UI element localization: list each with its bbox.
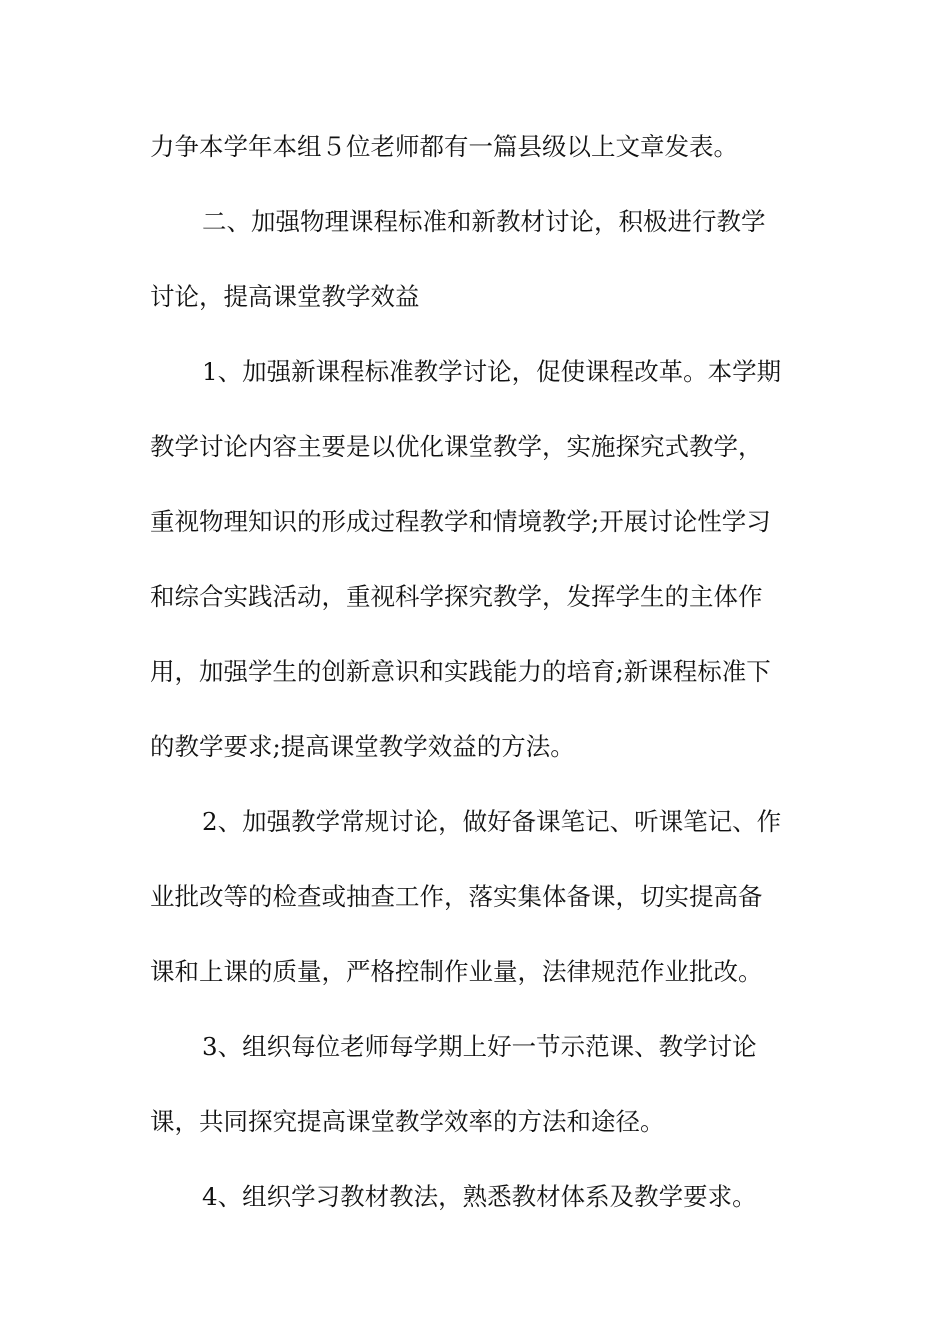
paragraph-line: 课和上课的质量，严格控制作业量，法律规范作业批改。 <box>150 957 763 986</box>
section-heading-line: 讨论，提高课堂教学效益 <box>150 282 420 311</box>
section-heading-line: 二、加强物理课程标准和新教材讨论，积极进行教学 <box>202 207 766 236</box>
paragraph-line: 的教学要求;提高课堂教学效益的方法。 <box>150 732 575 761</box>
paragraph-line: 重视物理知识的形成过程教学和情境教学;开展讨论性学习 <box>150 507 771 536</box>
paragraph-line: 力争本学年本组５位老师都有一篇县级以上文章发表。 <box>150 132 738 161</box>
paragraph-line: 业批改等的检查或抽查工作，落实集体备课，切实提高备 <box>150 882 763 911</box>
paragraph-line: 用，加强学生的创新意识和实践能力的培育;新课程标准下 <box>150 657 771 686</box>
paragraph-line: 课，共同探究提高课堂教学效率的方法和途径。 <box>150 1107 665 1136</box>
paragraph-line: 4、组织学习教材教法，熟悉教材体系及教学要求。 <box>202 1182 757 1211</box>
paragraph-line: 教学讨论内容主要是以优化课堂教学，实施探究式教学， <box>150 432 763 461</box>
paragraph-line: 2、加强教学常规讨论，做好备课笔记、听课笔记、作 <box>202 807 782 836</box>
paragraph-line: 3、组织每位老师每学期上好一节示范课、教学讨论 <box>202 1032 757 1061</box>
paragraph-line: 1、加强新课程标准教学讨论，促使课程改革。本学期 <box>202 357 782 386</box>
paragraph-line: 和综合实践活动，重视科学探究教学，发挥学生的主体作 <box>150 582 763 611</box>
